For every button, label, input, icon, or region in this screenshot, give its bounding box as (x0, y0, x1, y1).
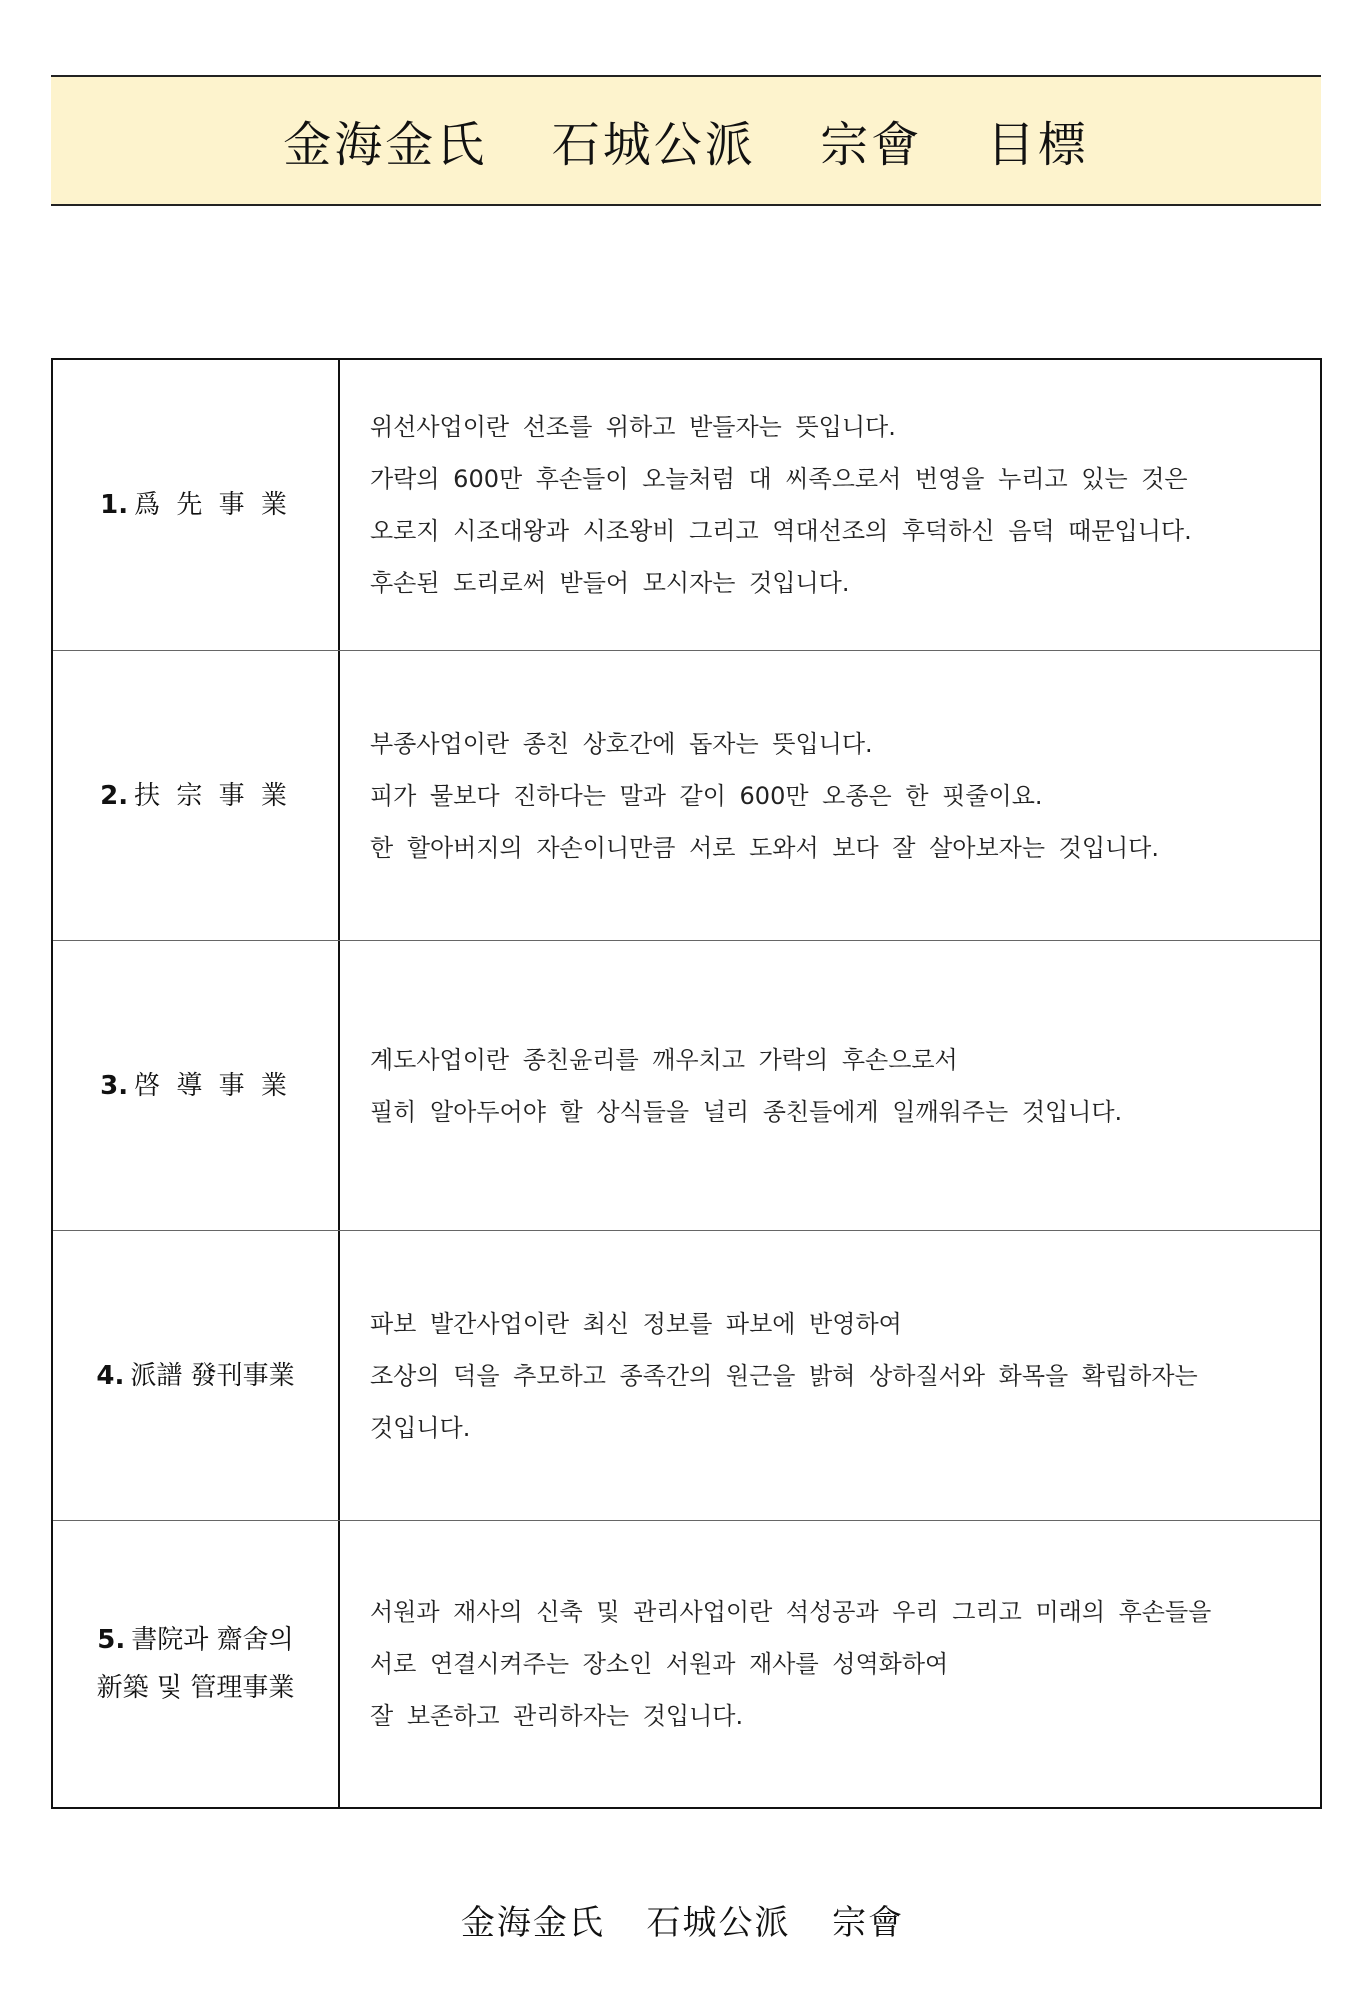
goal-name: 爲 先 事 業 (134, 490, 291, 520)
description-line: 것입니다. (370, 1413, 471, 1442)
goal-number: 4. (96, 1360, 125, 1391)
description-line: 위선사업이란 선조를 위하고 받들자는 뜻입니다. (370, 413, 896, 441)
column-divider (338, 1521, 340, 1807)
description-line: 가락의 600만 후손들이 오늘처럼 대 씨족으로서 번영을 누리고 있는 것은 (370, 465, 1188, 493)
description-line: 서로 연결시켜주는 장소인 서원과 재사를 성역화하여 (370, 1650, 949, 1678)
goal-row (53, 940, 1320, 1230)
column-divider (338, 651, 340, 940)
goal-row (53, 360, 1320, 650)
goal-row (53, 1230, 1320, 1520)
description-line: 계도사업이란 종친윤리를 깨우치고 가락의 후손으로서 (370, 1045, 958, 1074)
goal-title (53, 1231, 338, 1520)
description-line: 부종사업이란 종친 상호간에 돕자는 뜻입니다. (370, 729, 873, 758)
goal-name: 書院과 齋舍의 (131, 1625, 294, 1655)
goal-number: 5. (97, 1625, 126, 1655)
goal-name-line2: 新築 및 管理事業 (96, 1673, 295, 1703)
goal-description (370, 360, 1292, 650)
description-line: 필히 알아두어야 할 상식들을 널리 종친들에게 일깨워주는 것입니다. (370, 1097, 1123, 1126)
page-title: 金海金氏 石城公派 宗會 目標 (283, 117, 1089, 173)
column-divider (338, 941, 340, 1230)
title-banner (51, 75, 1321, 206)
goal-row (53, 650, 1320, 940)
goal-name: 扶 宗 事 業 (134, 780, 291, 811)
goal-name: 啓 導 事 業 (134, 1070, 291, 1101)
goal-number: 1. (100, 490, 129, 520)
goal-description (370, 1521, 1292, 1807)
goal-title (53, 651, 338, 940)
goals-table (51, 358, 1322, 1809)
description-line: 잘 보존하고 관리하자는 것입니다. (370, 1702, 744, 1730)
description-line: 오로지 시조대왕과 시조왕비 그리고 역대선조의 후덕하신 음덕 때문입니다. (370, 517, 1192, 545)
footer-organization-name: 金海金氏 石城公派 宗會 (460, 1903, 905, 1943)
goal-description (370, 1231, 1292, 1520)
goal-description (370, 941, 1292, 1230)
goal-number: 2. (100, 780, 129, 811)
goal-title (53, 941, 338, 1230)
goal-description (370, 651, 1292, 940)
description-line: 한 할아버지의 자손이니만큼 서로 도와서 보다 잘 살아보자는 것입니다. (370, 833, 1159, 862)
column-divider (338, 360, 340, 650)
goal-name: 派譜 發刊事業 (130, 1360, 295, 1391)
description-line: 후손된 도리로써 받들어 모시자는 것입니다. (370, 569, 850, 597)
description-line: 조상의 덕을 추모하고 종족간의 원근을 밝혀 상하질서와 화목을 확립하자는 (370, 1361, 1198, 1390)
column-divider (338, 1231, 340, 1520)
description-line: 서원과 재사의 신축 및 관리사업이란 석성공과 우리 그리고 미래의 후손들을 (370, 1598, 1212, 1626)
description-line: 파보 발간사업이란 최신 정보를 파보에 반영하여 (370, 1309, 902, 1338)
description-line: 피가 물보다 진하다는 말과 같이 600만 오종은 한 핏줄이요. (370, 781, 1043, 810)
goal-number: 3. (100, 1070, 129, 1101)
goal-row (53, 1520, 1320, 1807)
goal-title (53, 360, 338, 650)
goal-title (53, 1521, 338, 1807)
